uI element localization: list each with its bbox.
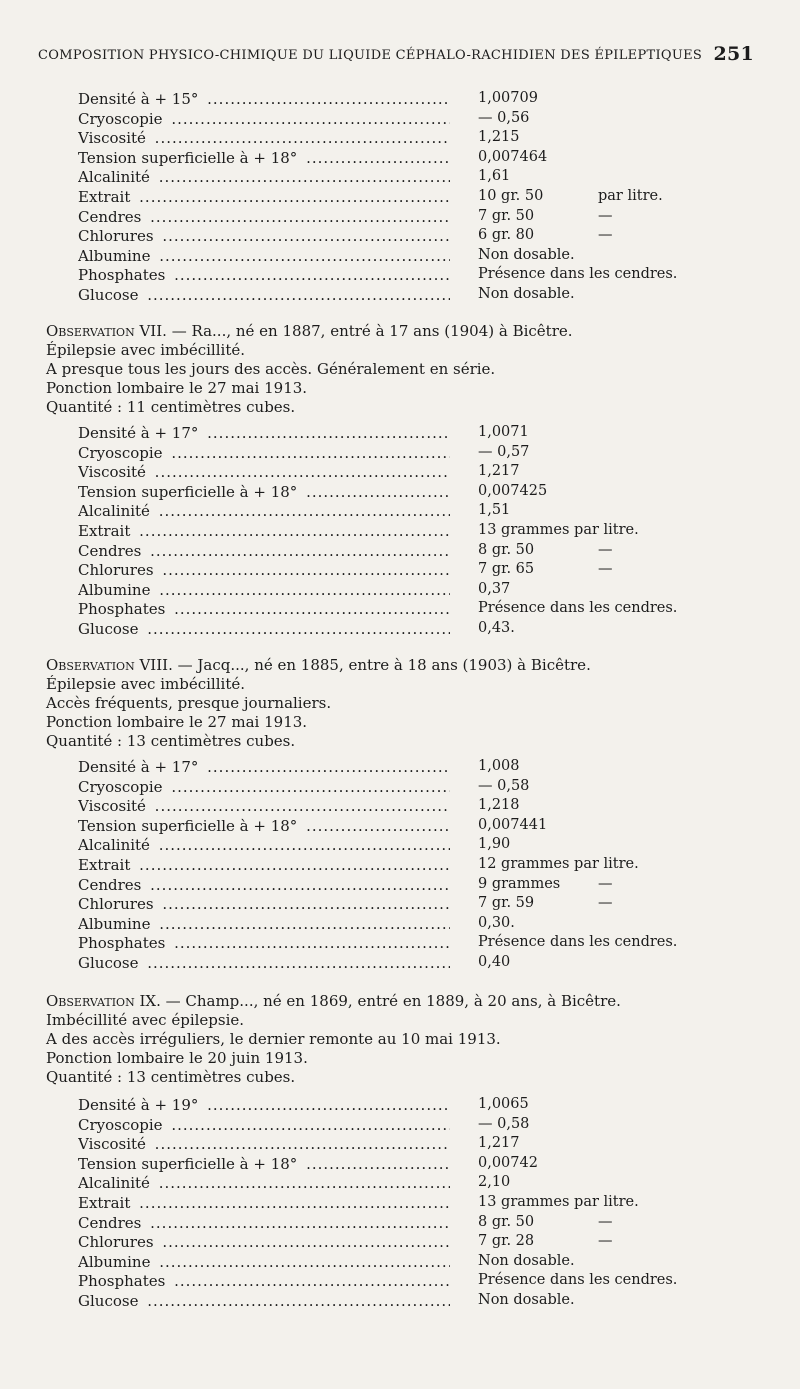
observation-viii (46, 656, 746, 751)
table-row (78, 915, 678, 935)
row-value: 7 gr. 59 (478, 895, 535, 912)
row-value: 7 gr. 65 (478, 561, 535, 578)
row-value: 0,30. (478, 914, 515, 931)
row-label: Alcalinité (78, 1174, 153, 1192)
row-label: Extrait (78, 856, 133, 874)
row-value: 13 grammes par litre. (478, 521, 639, 538)
row-label: Tension superficielle à + 18° (78, 149, 300, 167)
row-label: Viscosité (78, 1135, 149, 1153)
row-label: Tension superficielle à + 18° (78, 817, 300, 835)
observation-line: Ponction lombaire le 27 mai 1913. (46, 379, 308, 397)
row-value: 0,007425 (478, 482, 548, 499)
header-title: COMPOSITION PHYSICO-CHIMIQUE DU LIQUIDE CÉPHALO-RACHIDIEN DES ÉPILEPTIQUES (38, 48, 703, 63)
row-value: 12 grammes par litre. (478, 855, 639, 872)
observation-vii (46, 322, 746, 417)
row-value: 8 gr. 50 (478, 1213, 535, 1230)
row-label: Cryoscopie (78, 778, 166, 796)
row-label: Albumine (78, 1253, 153, 1271)
table-row (78, 1116, 678, 1136)
table-row (78, 1135, 678, 1155)
row-value: 0,007464 (478, 148, 548, 165)
row-value: Présence dans les cendres. (478, 934, 678, 951)
row-value: 1,61 (478, 168, 511, 185)
table-row (78, 522, 678, 542)
row-label: Glucose (78, 954, 141, 972)
row-unit: — (598, 895, 613, 912)
table-row (78, 266, 678, 286)
table-row (78, 110, 678, 130)
row-value: — 0,57 (478, 443, 530, 460)
row-value: — 0,58 (478, 777, 530, 794)
row-value: — 0,58 (478, 1115, 530, 1132)
observation-line: Ponction lombaire le 20 juin 1913. (46, 1049, 308, 1067)
row-label: Viscosité (78, 463, 149, 481)
table-row (78, 208, 678, 228)
table-row (78, 778, 678, 798)
row-value: 9 grammes (478, 875, 561, 892)
row-label: Glucose (78, 1292, 141, 1310)
page-number: 251 (713, 43, 754, 65)
observation-heading: Observation VII. (46, 322, 167, 340)
row-value: 8 gr. 50 (478, 541, 535, 558)
row-value: 0,43. (478, 619, 515, 636)
observation-ix (46, 992, 746, 1087)
row-unit: — (598, 561, 613, 578)
row-label: Chlorures (78, 561, 157, 579)
observation-line: Observation VIII. — Jacq..., né en 1885, entre à 18 ans (1903) à Bicêtre. (46, 656, 591, 674)
analysis-table-ix (78, 1096, 678, 1312)
row-value: 7 gr. 50 (478, 207, 535, 224)
row-value: 1,008 (478, 758, 520, 774)
row-label: Alcalinité (78, 168, 153, 186)
row-label: Extrait (78, 188, 133, 206)
observation-line: Quantité : 13 centimètres cubes. (46, 1068, 296, 1086)
row-value: Non dosable. (478, 246, 575, 263)
row-label: Phosphates (78, 934, 168, 952)
row-label: Tension superficielle à + 18° (78, 483, 300, 501)
table-row (78, 934, 678, 954)
table-row (78, 542, 678, 562)
observation-heading: Observation IX. (46, 992, 161, 1010)
row-label: Albumine (78, 915, 153, 933)
row-label: Extrait (78, 1194, 133, 1212)
row-value: 0,00742 (478, 1154, 538, 1171)
table-row (78, 286, 678, 306)
row-label: Glucose (78, 286, 141, 304)
row-value: 1,0065 (478, 1096, 529, 1112)
table-row (78, 1214, 678, 1234)
observation-line: A des accès irréguliers, le dernier remonte au 10 mai 1913. (46, 1030, 501, 1048)
observation-line: Observation VII. — Ra..., né en 1887, entré à 17 ans (1904) à Bicêtre. (46, 322, 573, 340)
row-unit: — (598, 207, 613, 224)
table-row (78, 188, 678, 208)
running-header (38, 43, 758, 65)
table-row (78, 1253, 678, 1273)
table-row (78, 1233, 678, 1253)
table-row (78, 797, 678, 817)
row-unit: — (598, 541, 613, 558)
row-label: Cendres (78, 876, 144, 894)
observation-line: Quantité : 13 centimètres cubes. (46, 732, 296, 750)
row-label: Phosphates (78, 600, 168, 618)
table-row (78, 90, 678, 110)
table-row (78, 1194, 678, 1214)
row-value: Présence dans les cendres. (478, 600, 678, 617)
analysis-table-vi (78, 90, 678, 306)
table-row (78, 620, 678, 640)
row-label: Densité à + 17° (78, 424, 201, 442)
table-row (78, 954, 678, 974)
observation-line: Accès fréquents, presque journaliers. (46, 694, 332, 712)
table-row (78, 129, 678, 149)
table-row (78, 502, 678, 522)
table-row (78, 758, 678, 778)
table-row (78, 483, 678, 503)
row-value: Présence dans les cendres. (478, 266, 678, 283)
row-label: Chlorures (78, 1233, 157, 1251)
table-row (78, 463, 678, 483)
observation-line: Épilepsie avec imbécillité. (46, 675, 245, 693)
observation-heading: Observation VIII. (46, 656, 173, 674)
table-row (78, 600, 678, 620)
observation-line: Quantité : 11 centimètres cubes. (46, 398, 296, 416)
row-label: Densité à + 15° (78, 90, 201, 108)
observation-line: Observation IX. — Champ..., né en 1869, entré en 1889, à 20 ans, à Bicêtre. (46, 992, 621, 1010)
row-label: Albumine (78, 581, 153, 599)
row-label: Extrait (78, 522, 133, 540)
table-row (78, 1155, 678, 1175)
analysis-table-vii (78, 424, 678, 640)
table-row (78, 856, 678, 876)
row-value: 6 gr. 80 (478, 227, 535, 244)
row-label: Cryoscopie (78, 1116, 166, 1134)
table-row (78, 149, 678, 169)
table-row (78, 1272, 678, 1292)
row-label: Glucose (78, 620, 141, 638)
row-label: Chlorures (78, 895, 157, 913)
row-value: 13 grammes par litre. (478, 1193, 639, 1210)
table-row (78, 895, 678, 915)
table-row (78, 581, 678, 601)
row-value: Non dosable. (478, 285, 575, 302)
row-label: Cendres (78, 208, 144, 226)
table-row (78, 876, 678, 896)
table-row (78, 424, 678, 444)
table-row (78, 1174, 678, 1194)
row-label: Phosphates (78, 1272, 168, 1290)
row-value: 2,10 (478, 1174, 511, 1191)
observation-line: Épilepsie avec imbécillité. (46, 341, 245, 359)
row-value: Présence dans les cendres. (478, 1272, 678, 1289)
row-value: 1,217 (478, 1135, 520, 1152)
row-value: 1,217 (478, 463, 520, 480)
row-unit: — (598, 875, 613, 892)
table-row (78, 817, 678, 837)
row-value: 1,00709 (478, 90, 538, 106)
row-label: Viscosité (78, 797, 149, 815)
row-label: Alcalinité (78, 502, 153, 520)
table-row (78, 1292, 678, 1312)
row-value: 1,0071 (478, 424, 529, 440)
observation-line: Ponction lombaire le 27 mai 1913. (46, 713, 308, 731)
table-row (78, 227, 678, 247)
observation-line: A presque tous les jours des accès. Généralement en série. (46, 360, 496, 378)
row-label: Cendres (78, 1214, 144, 1232)
row-value: — 0,56 (478, 109, 530, 126)
row-label: Alcalinité (78, 836, 153, 854)
row-label: Albumine (78, 247, 153, 265)
row-label: Cendres (78, 542, 144, 560)
table-row (78, 168, 678, 188)
row-value: Non dosable. (478, 1291, 575, 1308)
row-value: 1,51 (478, 502, 511, 519)
table-row (78, 836, 678, 856)
row-unit: par litre. (598, 187, 663, 204)
row-label: Densité à + 17° (78, 758, 201, 776)
analysis-table-viii (78, 758, 678, 974)
row-value: 10 gr. 50 (478, 187, 544, 204)
row-unit: — (598, 227, 613, 244)
row-value: 0,40 (478, 953, 511, 970)
table-row (78, 1096, 678, 1116)
table-row (78, 247, 678, 267)
row-label: Phosphates (78, 266, 168, 284)
row-value: 1,218 (478, 797, 520, 814)
row-value: 1,90 (478, 836, 511, 853)
table-row (78, 444, 678, 464)
row-value: 7 gr. 28 (478, 1233, 535, 1250)
row-value: Non dosable. (478, 1252, 575, 1269)
row-value: 1,215 (478, 129, 520, 146)
row-unit: — (598, 1233, 613, 1250)
row-label: Cryoscopie (78, 110, 166, 128)
row-value: 0,37 (478, 580, 511, 597)
row-label: Cryoscopie (78, 444, 166, 462)
row-label: Tension superficielle à + 18° (78, 1155, 300, 1173)
table-row (78, 561, 678, 581)
row-label: Chlorures (78, 227, 157, 245)
row-label: Viscosité (78, 129, 149, 147)
row-unit: — (598, 1213, 613, 1230)
row-label: Densité à + 19° (78, 1096, 201, 1114)
row-value: 0,007441 (478, 816, 548, 833)
observation-line: Imbécillité avec épilepsie. (46, 1011, 245, 1029)
